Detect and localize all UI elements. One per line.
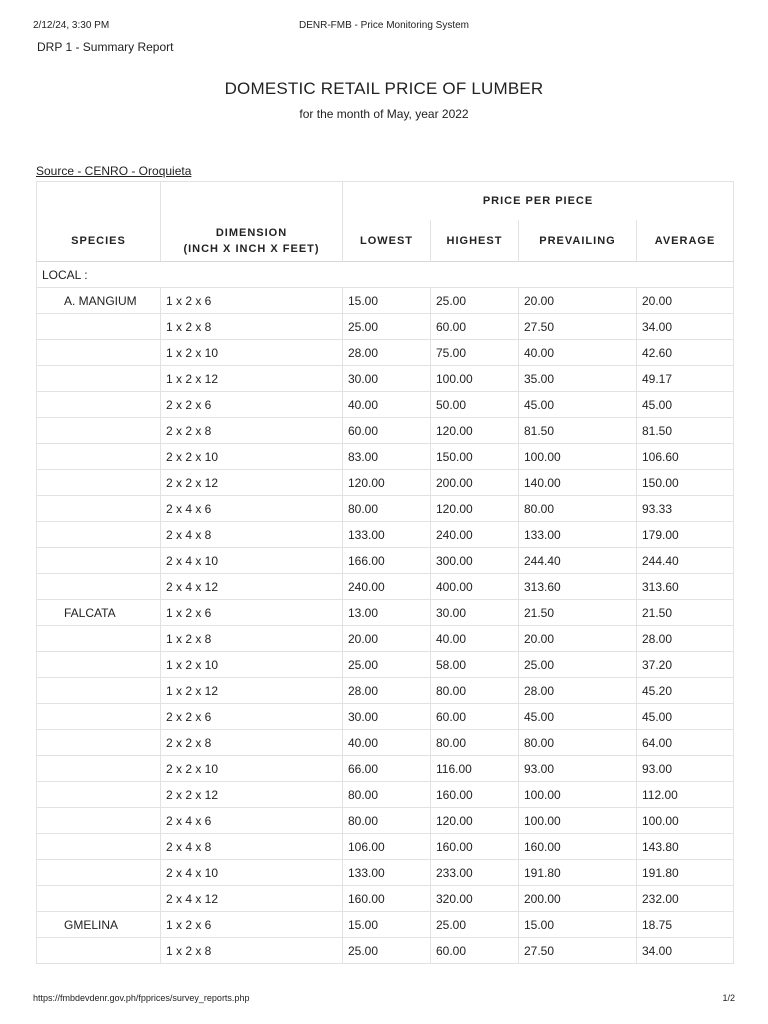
highest-cell: 50.00: [431, 392, 519, 418]
prevailing-cell: 27.50: [519, 938, 637, 964]
dimension-cell: 2 x 2 x 12: [161, 782, 343, 808]
dimension-cell: 1 x 2 x 10: [161, 340, 343, 366]
average-cell: 28.00: [637, 626, 734, 652]
species-cell: [37, 756, 161, 782]
species-cell: [37, 938, 161, 964]
table-row: [37, 756, 734, 782]
species-cell: [37, 808, 161, 834]
lowest-cell: 66.00: [343, 756, 431, 782]
highest-cell: 80.00: [431, 730, 519, 756]
species-cell: GMELINA: [37, 912, 161, 938]
table-row: [37, 366, 734, 392]
dimension-cell: 2 x 4 x 6: [161, 808, 343, 834]
lowest-cell: 120.00: [343, 470, 431, 496]
table-row: [37, 704, 734, 730]
highest-cell: 150.00: [431, 444, 519, 470]
average-cell: 93.33: [637, 496, 734, 522]
highest-cell: 40.00: [431, 626, 519, 652]
highest-cell: 60.00: [431, 704, 519, 730]
highest-cell: 80.00: [431, 678, 519, 704]
section-label: LOCAL :: [37, 262, 734, 288]
lowest-cell: 13.00: [343, 600, 431, 626]
dimension-column-header: [161, 220, 343, 262]
header-spacer: [161, 182, 343, 221]
prevailing-cell: 93.00: [519, 756, 637, 782]
highest-cell: 120.00: [431, 496, 519, 522]
species-cell: [37, 314, 161, 340]
dimension-cell: 2 x 2 x 6: [161, 704, 343, 730]
lowest-cell: 240.00: [343, 574, 431, 600]
table-row: [37, 886, 734, 912]
lowest-cell: 133.00: [343, 860, 431, 886]
species-cell: [37, 548, 161, 574]
source-label: Source - CENRO - Oroquieta: [36, 164, 192, 178]
prevailing-cell: 20.00: [519, 288, 637, 314]
table-row: [37, 730, 734, 756]
dimension-cell: 1 x 2 x 6: [161, 912, 343, 938]
prevailing-cell: 200.00: [519, 886, 637, 912]
average-cell: 143.80: [637, 834, 734, 860]
lowest-cell: 60.00: [343, 418, 431, 444]
average-cell: 45.00: [637, 392, 734, 418]
lowest-cell: 106.00: [343, 834, 431, 860]
dimension-header-line1: DIMENSION: [215, 226, 288, 239]
prevailing-column-header: PREVAILING: [519, 220, 637, 262]
average-cell: 37.20: [637, 652, 734, 678]
prevailing-cell: 27.50: [519, 314, 637, 340]
print-page-title: DENR-FMB - Price Monitoring System: [298, 20, 470, 31]
species-cell: [37, 496, 161, 522]
table-row: [37, 392, 734, 418]
average-column-header: AVERAGE: [637, 220, 734, 262]
lowest-cell: 25.00: [343, 314, 431, 340]
highest-cell: 400.00: [431, 574, 519, 600]
lowest-column-header: LOWEST: [343, 220, 431, 262]
prevailing-cell: 25.00: [519, 652, 637, 678]
print-footer: [33, 993, 735, 1005]
dimension-cell: 1 x 2 x 8: [161, 314, 343, 340]
highest-cell: 160.00: [431, 834, 519, 860]
dimension-cell: 2 x 4 x 8: [161, 522, 343, 548]
lowest-cell: 133.00: [343, 522, 431, 548]
highest-column-header: HIGHEST: [431, 220, 519, 262]
species-cell: [37, 574, 161, 600]
table-row: [37, 314, 734, 340]
table-row: [37, 782, 734, 808]
average-cell: 18.75: [637, 912, 734, 938]
page-title: DOMESTIC RETAIL PRICE OF LUMBER: [224, 79, 544, 98]
lowest-cell: 28.00: [343, 678, 431, 704]
average-cell: 49.17: [637, 366, 734, 392]
header-spacer: [37, 182, 161, 221]
average-cell: 313.60: [637, 574, 734, 600]
lowest-cell: 20.00: [343, 626, 431, 652]
species-cell: [37, 444, 161, 470]
table-row: [37, 626, 734, 652]
table-row: [37, 652, 734, 678]
dimension-cell: 2 x 2 x 10: [161, 444, 343, 470]
prevailing-cell: 191.80: [519, 860, 637, 886]
dimension-cell: 2 x 2 x 6: [161, 392, 343, 418]
lowest-cell: 80.00: [343, 496, 431, 522]
species-cell: [37, 470, 161, 496]
table-row: [37, 548, 734, 574]
highest-cell: 200.00: [431, 470, 519, 496]
page-number: 1/2: [722, 993, 735, 1003]
species-cell: [37, 782, 161, 808]
table-row: [37, 522, 734, 548]
lowest-cell: 40.00: [343, 392, 431, 418]
lowest-cell: 28.00: [343, 340, 431, 366]
table-row: [37, 444, 734, 470]
page-subtitle: for the month of May, year 2022: [299, 107, 469, 121]
prevailing-cell: 313.60: [519, 574, 637, 600]
prevailing-cell: 21.50: [519, 600, 637, 626]
table-row: [37, 418, 734, 444]
table-row: [37, 340, 734, 366]
prevailing-cell: 100.00: [519, 782, 637, 808]
highest-cell: 75.00: [431, 340, 519, 366]
table-row: [37, 834, 734, 860]
average-cell: 20.00: [637, 288, 734, 314]
highest-cell: 60.00: [431, 938, 519, 964]
average-cell: 42.60: [637, 340, 734, 366]
species-cell: FALCATA: [37, 600, 161, 626]
lowest-cell: 25.00: [343, 938, 431, 964]
report-name: DRP 1 - Summary Report: [37, 40, 174, 54]
dimension-cell: 1 x 2 x 8: [161, 938, 343, 964]
table-row: [37, 470, 734, 496]
lowest-cell: 83.00: [343, 444, 431, 470]
average-cell: 21.50: [637, 600, 734, 626]
prevailing-cell: 244.40: [519, 548, 637, 574]
highest-cell: 233.00: [431, 860, 519, 886]
lowest-cell: 15.00: [343, 288, 431, 314]
table-row: [37, 860, 734, 886]
prevailing-cell: 20.00: [519, 626, 637, 652]
prevailing-cell: 28.00: [519, 678, 637, 704]
table-row: [37, 938, 734, 964]
average-cell: 244.40: [637, 548, 734, 574]
dimension-cell: 2 x 4 x 6: [161, 496, 343, 522]
highest-cell: 25.00: [431, 912, 519, 938]
prevailing-cell: 81.50: [519, 418, 637, 444]
dimension-header-line2: (INCH X INCH X FEET): [183, 242, 320, 255]
dimension-cell: 2 x 4 x 10: [161, 860, 343, 886]
dimension-cell: 2 x 4 x 12: [161, 886, 343, 912]
average-cell: 179.00: [637, 522, 734, 548]
table-row: [37, 574, 734, 600]
prevailing-cell: 35.00: [519, 366, 637, 392]
average-cell: 150.00: [637, 470, 734, 496]
species-column-header: SPECIES: [37, 220, 161, 262]
prevailing-cell: 133.00: [519, 522, 637, 548]
dimension-cell: 2 x 2 x 8: [161, 418, 343, 444]
average-cell: 64.00: [637, 730, 734, 756]
lowest-cell: 30.00: [343, 704, 431, 730]
dimension-cell: 1 x 2 x 12: [161, 366, 343, 392]
table-row: [37, 288, 734, 314]
dimension-cell: 2 x 4 x 12: [161, 574, 343, 600]
highest-cell: 60.00: [431, 314, 519, 340]
lowest-cell: 80.00: [343, 808, 431, 834]
lowest-cell: 15.00: [343, 912, 431, 938]
average-cell: 112.00: [637, 782, 734, 808]
print-date: 2/12/24, 3:30 PM: [33, 20, 110, 31]
table-row: [37, 912, 734, 938]
average-cell: 191.80: [637, 860, 734, 886]
section-row: [37, 262, 734, 288]
table-row: [37, 678, 734, 704]
lowest-cell: 30.00: [343, 366, 431, 392]
average-cell: 232.00: [637, 886, 734, 912]
average-cell: 100.00: [637, 808, 734, 834]
species-cell: [37, 834, 161, 860]
species-cell: [37, 652, 161, 678]
dimension-cell: 1 x 2 x 6: [161, 600, 343, 626]
dimension-cell: 2 x 4 x 8: [161, 834, 343, 860]
average-cell: 34.00: [637, 314, 734, 340]
highest-cell: 116.00: [431, 756, 519, 782]
prevailing-cell: 140.00: [519, 470, 637, 496]
species-cell: [37, 678, 161, 704]
lowest-cell: 166.00: [343, 548, 431, 574]
species-cell: [37, 886, 161, 912]
prevailing-cell: 160.00: [519, 834, 637, 860]
highest-cell: 300.00: [431, 548, 519, 574]
species-cell: [37, 704, 161, 730]
species-cell: [37, 730, 161, 756]
print-url: https://fmbdevdenr.gov.ph/fpprices/survey_reports.php: [33, 993, 250, 1003]
highest-cell: 320.00: [431, 886, 519, 912]
table-row: [37, 496, 734, 522]
dimension-cell: 1 x 2 x 6: [161, 288, 343, 314]
dimension-cell: 1 x 2 x 12: [161, 678, 343, 704]
prevailing-cell: 45.00: [519, 704, 637, 730]
dimension-cell: 1 x 2 x 10: [161, 652, 343, 678]
highest-cell: 25.00: [431, 288, 519, 314]
average-cell: 45.20: [637, 678, 734, 704]
highest-cell: 120.00: [431, 418, 519, 444]
highest-cell: 58.00: [431, 652, 519, 678]
species-cell: [37, 392, 161, 418]
prevailing-cell: 100.00: [519, 444, 637, 470]
lowest-cell: 25.00: [343, 652, 431, 678]
highest-cell: 100.00: [431, 366, 519, 392]
highest-cell: 30.00: [431, 600, 519, 626]
prevailing-cell: 80.00: [519, 730, 637, 756]
prevailing-cell: 15.00: [519, 912, 637, 938]
dimension-cell: 2 x 4 x 10: [161, 548, 343, 574]
species-cell: A. MANGIUM: [37, 288, 161, 314]
dimension-cell: 2 x 2 x 12: [161, 470, 343, 496]
highest-cell: 160.00: [431, 782, 519, 808]
average-cell: 93.00: [637, 756, 734, 782]
prevailing-cell: 100.00: [519, 808, 637, 834]
lowest-cell: 160.00: [343, 886, 431, 912]
prevailing-cell: 45.00: [519, 392, 637, 418]
dimension-cell: 1 x 2 x 8: [161, 626, 343, 652]
price-per-piece-header: PRICE PER PIECE: [343, 182, 734, 221]
lumber-price-table: [36, 181, 734, 964]
prevailing-cell: 80.00: [519, 496, 637, 522]
print-header: [33, 20, 735, 32]
dimension-cell: 2 x 2 x 8: [161, 730, 343, 756]
prevailing-cell: 40.00: [519, 340, 637, 366]
species-cell: [37, 522, 161, 548]
average-cell: 34.00: [637, 938, 734, 964]
lowest-cell: 40.00: [343, 730, 431, 756]
dimension-cell: 2 x 2 x 10: [161, 756, 343, 782]
species-cell: [37, 340, 161, 366]
table-row: [37, 808, 734, 834]
species-cell: [37, 860, 161, 886]
average-cell: 106.60: [637, 444, 734, 470]
average-cell: 81.50: [637, 418, 734, 444]
highest-cell: 240.00: [431, 522, 519, 548]
table-row: [37, 600, 734, 626]
average-cell: 45.00: [637, 704, 734, 730]
highest-cell: 120.00: [431, 808, 519, 834]
species-cell: [37, 626, 161, 652]
lowest-cell: 80.00: [343, 782, 431, 808]
table-body: [37, 262, 734, 964]
species-cell: [37, 418, 161, 444]
species-cell: [37, 366, 161, 392]
